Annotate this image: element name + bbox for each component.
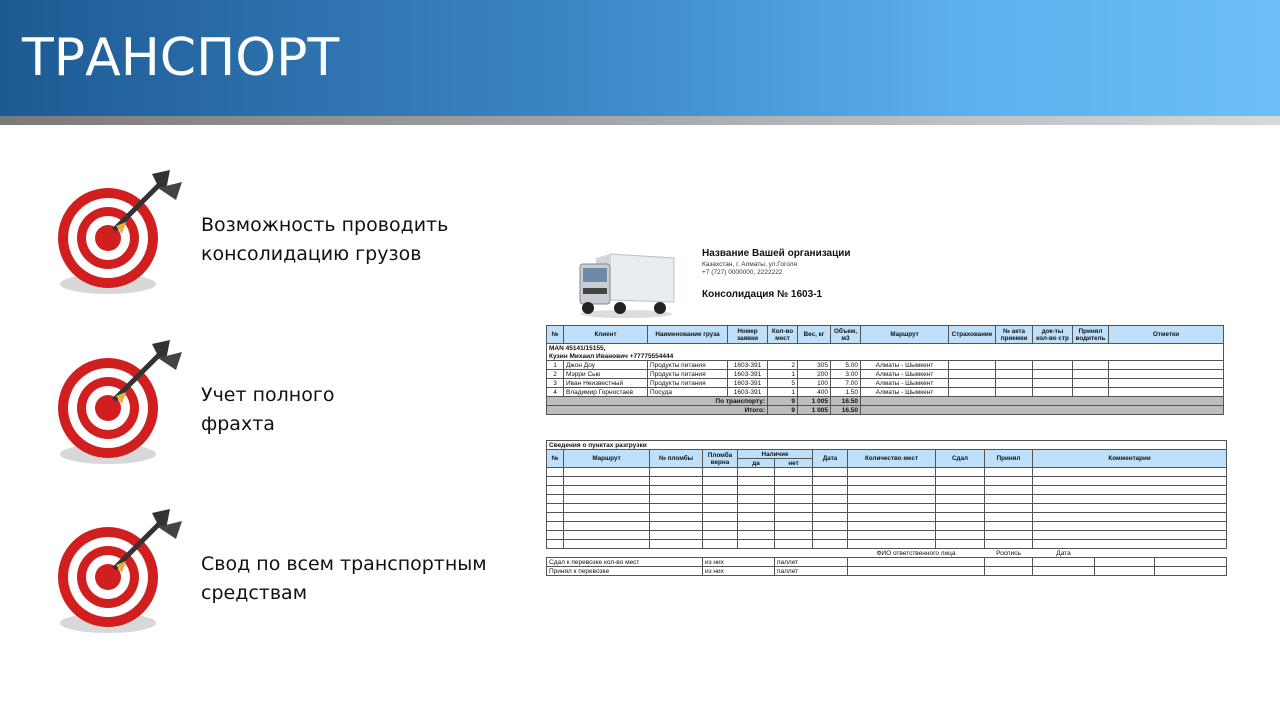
table-row: [547, 370, 1224, 379]
target-dart-icon: [52, 338, 188, 474]
bullet-line: фрахта: [201, 413, 275, 435]
cell: 1.50: [831, 388, 861, 397]
cargo-table: [546, 325, 1224, 415]
bullet-summary: [201, 550, 487, 608]
signature-date: Дата: [1056, 549, 1071, 557]
unloading-caption: Сведения о пунктах разгрузки: [547, 441, 1227, 450]
footer-unit: паллет: [775, 567, 848, 576]
table-row: [547, 486, 1227, 495]
cell: Владимир Горностаев: [564, 388, 648, 397]
col-header: Маршрут: [861, 326, 949, 344]
driver-info: Кузин Михаил Иванович +77775554444: [547, 352, 1224, 361]
col-header: Вес, кг: [798, 326, 831, 344]
col-header: №: [547, 450, 564, 468]
footer-of: из них: [703, 567, 775, 576]
cell: 1603-391: [728, 370, 768, 379]
footer-of: из них: [703, 558, 775, 567]
cell: 1603-391: [728, 379, 768, 388]
col-header: Принял водитель: [1073, 326, 1109, 344]
cell: Джон Доу: [564, 361, 648, 370]
table-row: [547, 504, 1227, 513]
cell: 1: [547, 361, 564, 370]
col-header: док-ты кол-во стр: [1033, 326, 1073, 344]
table-row: [547, 477, 1227, 486]
col-header: № акта приемки: [996, 326, 1033, 344]
cell: Мэрри Сью: [564, 370, 648, 379]
cell: 7.00: [831, 379, 861, 388]
org-address: Казахстан, г. Алматы, ул.Гоголя: [702, 261, 798, 268]
cell: 2: [768, 361, 798, 370]
cell: Алматы - Шымкент: [861, 379, 949, 388]
bullet-line: Свод по всем транспортным: [201, 553, 487, 575]
truck-icon: [576, 248, 676, 320]
col-header: Принял: [985, 450, 1033, 468]
col-header: Пломба верна: [703, 450, 738, 468]
col-header: Дата: [813, 450, 848, 468]
signature-fio: ФИО ответственного лица: [876, 549, 956, 557]
header-divider: [0, 116, 1280, 125]
total-places: 9: [768, 406, 798, 415]
col-header: №: [547, 326, 564, 344]
total-row: [547, 406, 1224, 415]
subtotal-row: [547, 397, 1224, 406]
slide-title: ТРАНСПОРТ: [22, 28, 340, 88]
vehicle-info: MAN 45141/15155,: [547, 344, 1224, 353]
col-header: Страхование: [949, 326, 996, 344]
bullet-line: средствам: [201, 582, 308, 604]
col-header: № пломбы: [650, 450, 703, 468]
col-header: Объем, м3: [831, 326, 861, 344]
footer-row: [547, 567, 1227, 576]
footer-unit: паллет: [775, 558, 848, 567]
cell: 400: [798, 388, 831, 397]
bullet-consolidation: [201, 211, 448, 269]
signature-row: [547, 549, 1227, 558]
cell: 100: [798, 379, 831, 388]
col-header: Клиент: [564, 326, 648, 344]
col-subheader: да: [738, 459, 775, 468]
cell: 1603-391: [728, 388, 768, 397]
cell: 1: [768, 370, 798, 379]
col-header: Наличие: [738, 450, 813, 459]
bullet-line: Возможность проводить: [201, 214, 449, 236]
cell: 3.00: [831, 370, 861, 379]
cell: 4: [547, 388, 564, 397]
table-row: [547, 379, 1224, 388]
total-volume: 16.50: [831, 406, 861, 415]
bullet-line: Учет полного: [201, 384, 335, 406]
cell: Продукты питания: [648, 361, 728, 370]
total-weight: 1 005: [798, 406, 831, 415]
col-header: Маршрут: [564, 450, 650, 468]
cell: Продукты питания: [648, 379, 728, 388]
org-name: Название Вашей организации: [702, 248, 851, 259]
cell: 1603-391: [728, 361, 768, 370]
subtotal-volume: 16.50: [831, 397, 861, 406]
col-header: Количество мест: [848, 450, 936, 468]
consolidation-number: Консолидация № 1603-1: [702, 289, 823, 300]
table-row: [547, 513, 1227, 522]
footer-label: Сдал к перевозке кол-во мест: [547, 558, 703, 567]
cell: 5.00: [831, 361, 861, 370]
cell: Алматы - Шымкент: [861, 361, 949, 370]
signature-sign: Роспись: [996, 549, 1021, 557]
footer-label: Принял к перевозке: [547, 567, 703, 576]
org-phone: +7 (727) 0000000, 2222222: [702, 269, 783, 276]
subtotal-weight: 1 005: [798, 397, 831, 406]
table-row: [547, 361, 1224, 370]
cell: Алматы - Шымкент: [861, 370, 949, 379]
cell: 5: [768, 379, 798, 388]
consolidation-document: [546, 240, 1226, 585]
col-header: Кол-во мест: [768, 326, 798, 344]
table-row: [547, 522, 1227, 531]
cell: 3: [547, 379, 564, 388]
col-header: Сдал: [936, 450, 985, 468]
table-row: [547, 495, 1227, 504]
cell: 305: [798, 361, 831, 370]
footer-row: [547, 558, 1227, 567]
cell: 200: [798, 370, 831, 379]
bullet-line: консолидацию грузов: [201, 243, 422, 265]
cell: Продукты питания: [648, 370, 728, 379]
unloading-table: [546, 440, 1227, 576]
table-row: [547, 388, 1224, 397]
cell: 1: [768, 388, 798, 397]
cell: Иван Неизвестный: [564, 379, 648, 388]
cell: 2: [547, 370, 564, 379]
target-dart-icon: [52, 507, 188, 643]
target-dart-icon: [52, 168, 188, 304]
cell: Алматы - Шымкент: [861, 388, 949, 397]
total-label: Итого:: [547, 406, 768, 415]
table-row: [547, 468, 1227, 477]
cell: Посуда: [648, 388, 728, 397]
col-header: Номер заявки: [728, 326, 768, 344]
table-row: [547, 531, 1227, 540]
subtotal-label: По транспорту:: [547, 397, 768, 406]
col-subheader: нет: [775, 459, 813, 468]
table-row: [547, 540, 1227, 549]
col-header: Наименование груза: [648, 326, 728, 344]
subtotal-places: 9: [768, 397, 798, 406]
bullet-freight: [201, 381, 334, 439]
col-header: Отметки: [1109, 326, 1224, 344]
col-header: Комментарии: [1033, 450, 1227, 468]
